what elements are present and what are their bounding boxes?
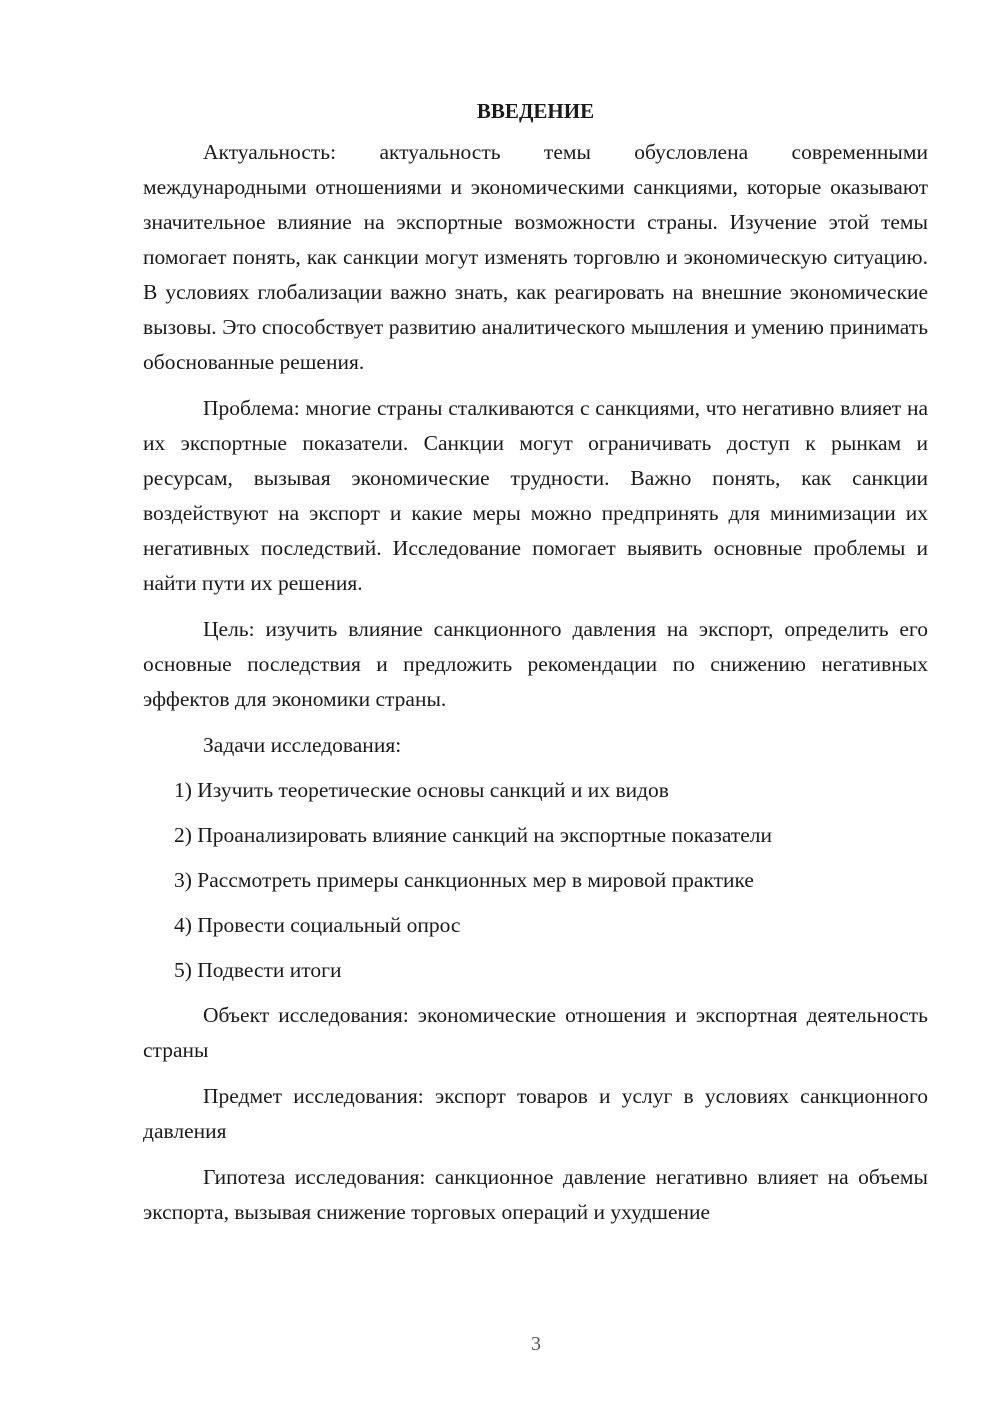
- paragraph-object: Объект исследования: экономические отношения и экспортная деятельность страны: [143, 1003, 928, 1062]
- tasks-list: [143, 773, 928, 988]
- paragraph-relevance: Актуальность: актуальность темы обусловлена современными международными отношениями и экономическими санкциями, которые оказывают значительное влияние на экспортные возможности страны. Изучение этой темы помогает понять, как санкции могут изменять торговлю и экономическую ситуацию. В условиях глобализации важно знать, как реагировать на внешние экономические вызовы. Это способствует развитию аналитического мышления и умению принимать обоснованные решения.: [143, 140, 928, 374]
- paragraph-subject: Предмет исследования: экспорт товаров и услуг в условиях санкционного давления: [143, 1084, 928, 1143]
- page-content: [143, 96, 928, 1241]
- tasks-heading: Задачи исследования:: [203, 733, 402, 757]
- paragraph-problem: Проблема: многие страны сталкиваются с санкциями, что негативно влияет на их экспортные показатели. Санкции могут ограничивать доступ к рынкам и ресурсам, вызывая экономические трудности. Важно понять, как санкции воздействуют на экспорт и какие меры можно предпринять для минимизации их негативных последствий. Исследование помогает выявить основные проблемы и найти пути их решения.: [143, 396, 928, 595]
- section-title: ВВЕДЕНИЕ: [476, 99, 595, 123]
- task-item: 1) Изучить теоретические основы санкций и их видов: [174, 778, 669, 802]
- task-item: 5) Подвести итоги: [174, 958, 342, 982]
- task-item: 4) Провести социальный опрос: [174, 913, 461, 937]
- paragraph-goal: Цель: изучить влияние санкционного давления на экспорт, определить его основные последствия и предложить рекомендации по снижению негативных эффектов для экономики страны.: [143, 617, 928, 711]
- task-item: 3) Рассмотреть примеры санкционных мер в мировой практике: [174, 868, 754, 892]
- paragraph-hypothesis: Гипотеза исследования: санкционное давление негативно влияет на объемы экспорта, вызывая снижение торговых операций и ухудшение: [143, 1165, 928, 1224]
- task-item: 2) Проанализировать влияние санкций на экспортные показатели: [174, 823, 773, 847]
- page-number: 3: [531, 1333, 541, 1355]
